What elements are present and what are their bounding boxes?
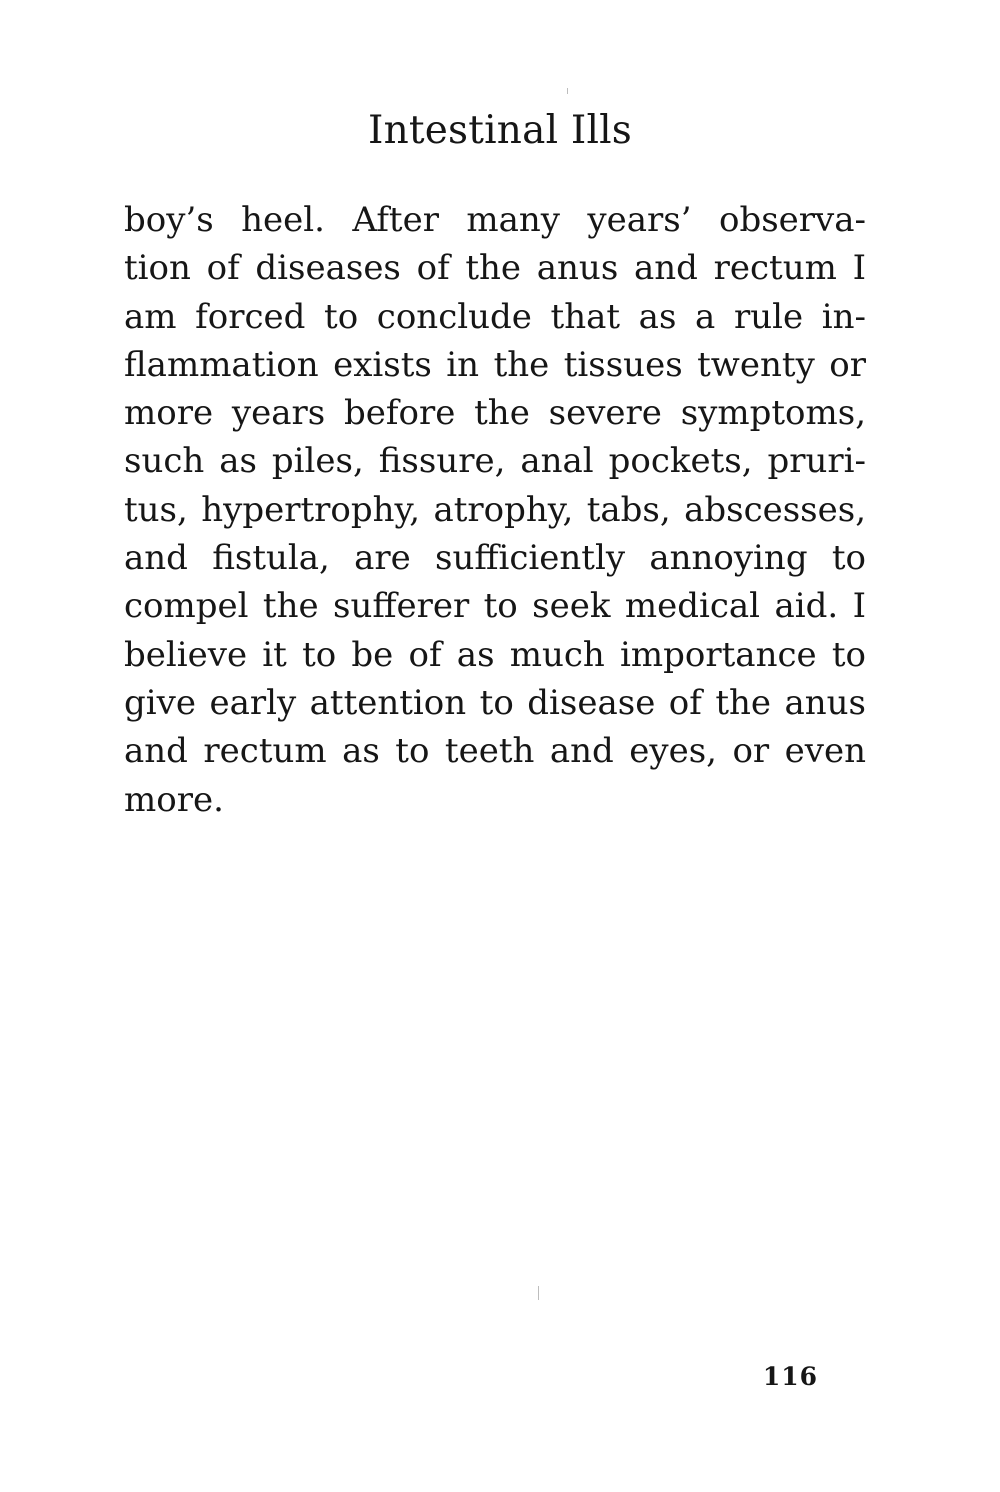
- text-line: tion of diseases of the anus and rectum I: [124, 248, 866, 289]
- text-line: more.: [124, 779, 224, 820]
- text-line: and rectum as to teeth and eyes, or even: [124, 731, 866, 772]
- text-line: and fistula, are sufficiently annoying to: [124, 538, 866, 579]
- text-line: am forced to conclude that as a rule in-: [124, 296, 866, 337]
- scan-speck: [567, 88, 568, 94]
- text-line: such as piles, fissure, anal pockets, pruri-: [124, 441, 866, 482]
- text-line: tus, hypertrophy, atrophy, tabs, abscesses,: [124, 489, 866, 530]
- text-line: believe it to be of as much importance to: [124, 634, 866, 675]
- running-head: Intestinal Ills: [367, 108, 633, 153]
- text-line: flammation exists in the tissues twenty or: [124, 344, 866, 385]
- page-number: 116: [762, 1362, 818, 1391]
- body-paragraph: [124, 196, 866, 824]
- text-line: boy’s heel. After many years’ observa-: [124, 200, 866, 240]
- text-line: more years before the severe symptoms,: [124, 393, 866, 434]
- text-line: give early attention to disease of the anus: [124, 682, 866, 723]
- text-line: compel the sufferer to seek medical aid. I: [124, 586, 866, 627]
- scan-speck: [538, 1286, 539, 1300]
